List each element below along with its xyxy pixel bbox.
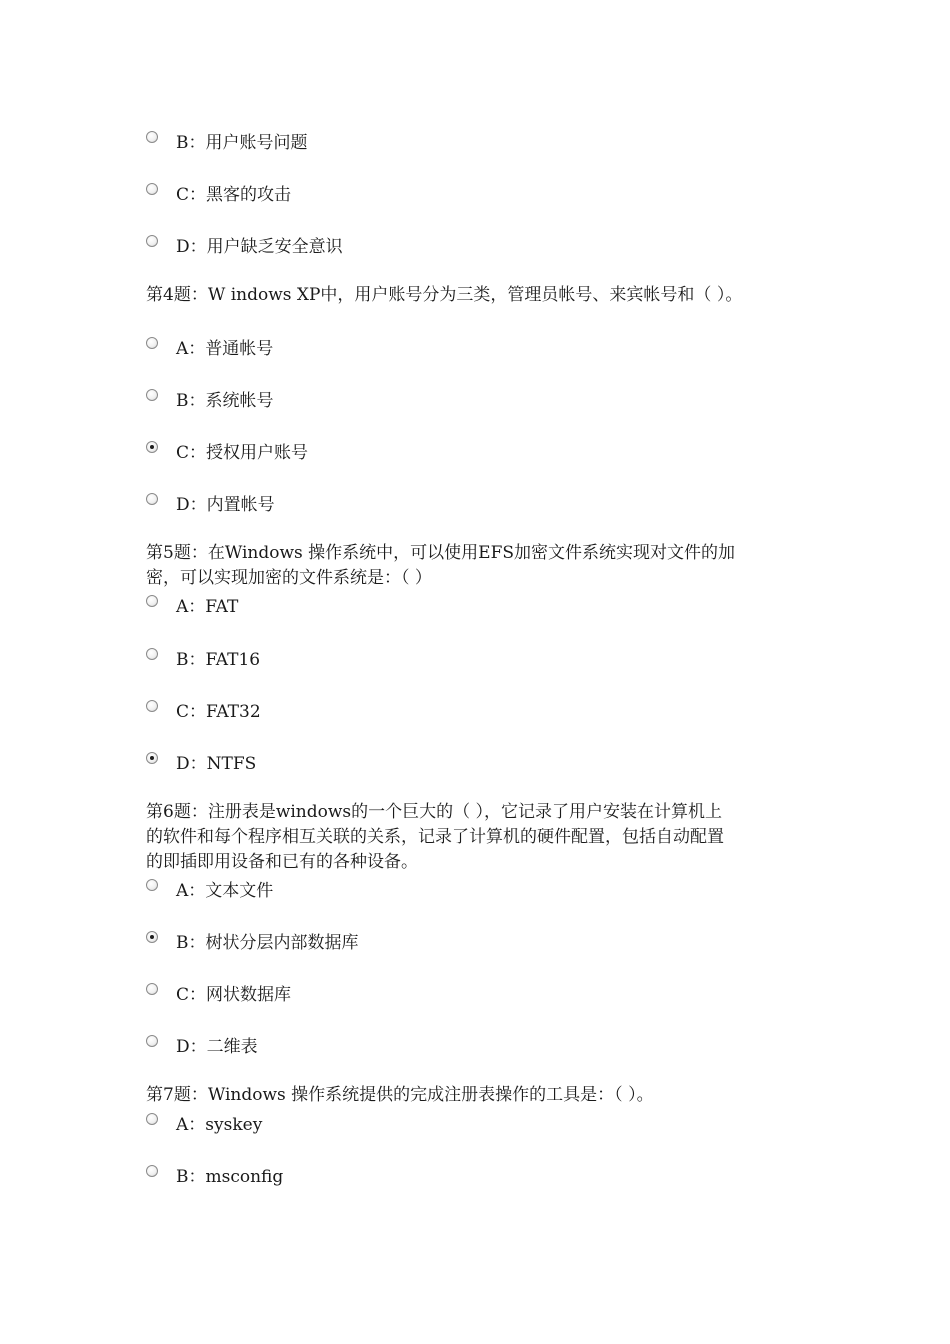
radio-checked-icon[interactable] xyxy=(146,752,158,764)
radio-icon[interactable] xyxy=(146,648,158,660)
question-line: 密，可以实现加密的文件系统是：（ ） xyxy=(146,568,432,588)
question-line: 的软件和每个程序相互关联的关系，记录了计算机的硬件配置，包括自动配置 xyxy=(146,827,724,847)
option-label: D：二维表 xyxy=(176,1037,258,1057)
q4-option-c[interactable] xyxy=(146,443,308,469)
radio-icon[interactable] xyxy=(146,879,158,891)
q6-option-c[interactable] xyxy=(146,985,291,1011)
q7-option-a[interactable] xyxy=(146,1115,262,1141)
q7-option-b[interactable] xyxy=(146,1167,283,1193)
option-label: A：syskey xyxy=(176,1115,263,1135)
radio-checked-icon[interactable] xyxy=(146,441,158,453)
option-label: B：系统帐号 xyxy=(176,391,274,411)
q4-option-b[interactable] xyxy=(146,391,274,417)
option-label: C：黑客的攻击 xyxy=(176,185,292,205)
q6-option-b[interactable] xyxy=(146,933,359,959)
question-line: 第5题：在Windows 操作系统中，可以使用EFS加密文件系统实现对文件的加 xyxy=(146,543,736,563)
q4-option-d[interactable] xyxy=(146,495,275,521)
radio-icon[interactable] xyxy=(146,493,158,505)
option-label: C：FAT32 xyxy=(176,702,261,722)
q3-option-c[interactable] xyxy=(146,185,291,211)
radio-checked-icon[interactable] xyxy=(146,931,158,943)
option-label: D：NTFS xyxy=(176,754,257,774)
q5-option-b[interactable] xyxy=(146,650,260,676)
option-label: B：FAT16 xyxy=(176,650,261,670)
question-5-text xyxy=(146,541,816,591)
radio-icon[interactable] xyxy=(146,183,158,195)
option-label: A：文本文件 xyxy=(176,881,274,901)
question-4-text: 第4题：W indows XP中，用户账号分为三类，管理员帐号、来宾帐号和（ ）。 xyxy=(146,285,743,305)
q3-option-b[interactable] xyxy=(146,133,308,159)
q4-option-a[interactable] xyxy=(146,339,273,365)
radio-icon[interactable] xyxy=(146,337,158,349)
radio-icon[interactable] xyxy=(146,1113,158,1125)
q3-option-d[interactable] xyxy=(146,237,343,263)
option-label: A：FAT xyxy=(176,597,239,617)
option-label: B：树状分层内部数据库 xyxy=(176,933,359,953)
option-label: D：用户缺乏安全意识 xyxy=(176,237,343,257)
option-label: A：普通帐号 xyxy=(176,339,274,359)
question-6-text xyxy=(146,800,816,875)
radio-icon[interactable] xyxy=(146,983,158,995)
radio-icon[interactable] xyxy=(146,131,158,143)
radio-icon[interactable] xyxy=(146,595,158,607)
q5-option-c[interactable] xyxy=(146,702,261,728)
option-label: B：用户账号问题 xyxy=(176,133,308,153)
q5-option-d[interactable] xyxy=(146,754,256,780)
option-label: C：网状数据库 xyxy=(176,985,292,1005)
question-line: 第6题：注册表是windows的一个巨大的（ ），它记录了用户安装在计算机上 xyxy=(146,802,723,822)
option-label: D：内置帐号 xyxy=(176,495,275,515)
option-label: C：授权用户账号 xyxy=(176,443,309,463)
radio-icon[interactable] xyxy=(146,1035,158,1047)
radio-icon[interactable] xyxy=(146,235,158,247)
radio-icon[interactable] xyxy=(146,1165,158,1177)
question-7-text: 第7题：Windows 操作系统提供的完成注册表操作的工具是：（ ）。 xyxy=(146,1085,654,1105)
q6-option-d[interactable] xyxy=(146,1037,258,1063)
option-label: B：msconfig xyxy=(176,1167,284,1187)
q5-option-a[interactable] xyxy=(146,597,238,623)
question-line: 的即插即用设备和已有的各种设备。 xyxy=(146,852,418,872)
q6-option-a[interactable] xyxy=(146,881,273,907)
radio-icon[interactable] xyxy=(146,389,158,401)
radio-icon[interactable] xyxy=(146,700,158,712)
